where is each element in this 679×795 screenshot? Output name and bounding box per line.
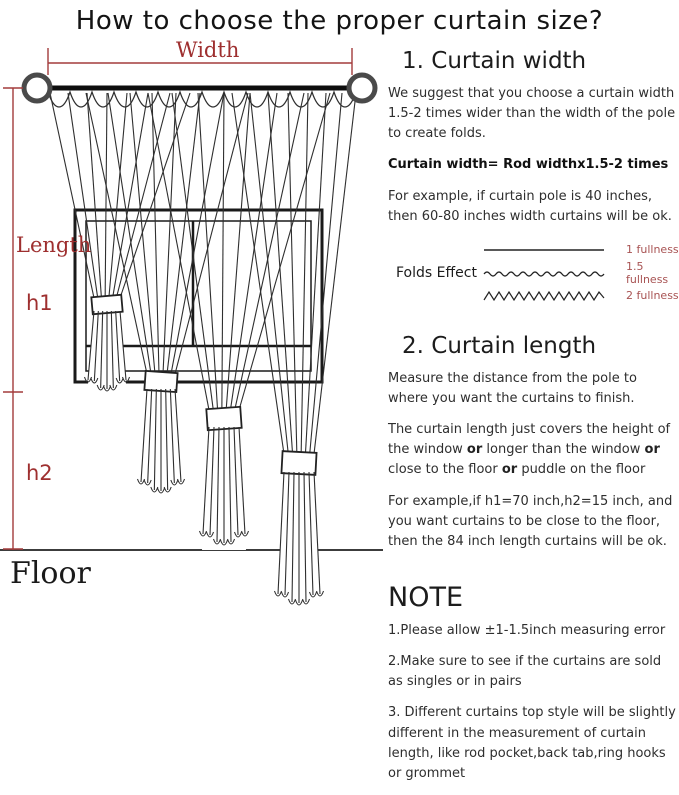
text-fragment: The curtain length just covers the height of the window (388, 422, 671, 458)
or-emphasis: or (501, 462, 518, 478)
section-1-heading: 1. Curtain width (402, 48, 587, 74)
text-fragment: puddle on the floor (517, 462, 646, 478)
page-title: How to choose the proper curtain size? (75, 6, 604, 36)
or-emphasis: or (466, 442, 483, 458)
width-formula: Curtain width= Rod widthx1.5-2 times (388, 157, 669, 173)
fullness-2-label: 2 fullness (626, 289, 679, 303)
width-example-paragraph: For example, if curtain pole is 40 inches, then 60-80 inches width curtains will be ok. (388, 188, 672, 224)
curtain-diagram-art (0, 0, 390, 617)
h2-dimension-label: h2 (26, 461, 53, 485)
fold-line-straight-icon (480, 241, 616, 259)
width-dimension-label: Width (176, 38, 240, 62)
note-item-2: 2.Make sure to see if the curtains are sold as singles or in pairs (388, 654, 662, 690)
note-heading: NOTE (388, 581, 464, 613)
note-item-1: 1.Please allow ±1-1.5inch measuring error (388, 622, 666, 638)
fullness-1-label: 1 fullness (626, 243, 679, 257)
folds-effect-label: Folds Effect (396, 264, 477, 281)
text-fragment: longer than the window (482, 442, 645, 458)
curtain-diagram (0, 0, 390, 617)
section-2-heading: 2. Curtain length (402, 332, 597, 359)
h1-dimension-label: h1 (26, 291, 53, 315)
fullness-1-5-label: 1.5 fullness (626, 259, 669, 286)
fold-line-zigzag-icon (480, 287, 616, 305)
length-dimension-label: Length (16, 233, 92, 257)
fold-line-wavy-icon (480, 264, 616, 282)
length-paragraph-3: For example,if h1=70 inch,h2=15 inch, and you want curtains to be close to the floor, then the 84 inch length curtains will be ok. (388, 493, 673, 549)
folds-effect-block (396, 241, 679, 305)
instructions-column (388, 48, 679, 795)
text-fragment: close to the floor (388, 462, 502, 478)
length-paragraph-2 (388, 420, 679, 480)
note-item-3: 3. Different curtains top style will be slightly different in the measurement of curtain length, like rod pocket,back tab,ring hooks or grommet (388, 705, 676, 781)
floor-label: Floor (10, 556, 91, 591)
length-paragraph-1: Measure the distance from the pole to where you want the curtains to finish. (388, 370, 637, 406)
width-body-paragraph: We suggest that you choose a curtain width 1.5-2 times wider than the width of the pole to create folds. (388, 86, 676, 142)
or-emphasis: or (644, 442, 660, 458)
